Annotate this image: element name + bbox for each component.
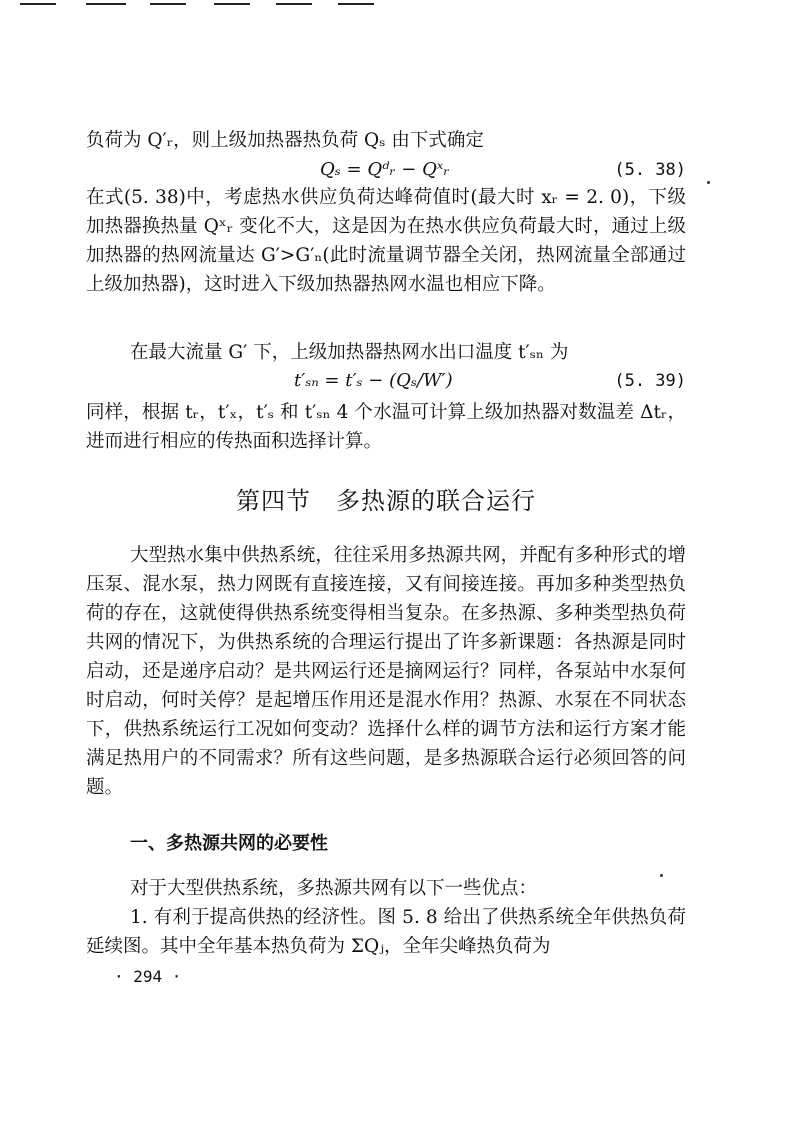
paragraph: 在最大流量 G′ 下，上级加热器热网水出口温度 t′ₛₙ 为 bbox=[130, 342, 569, 363]
equation-5-38: Qₛ = Qᵈᵣ − Qˣᵣ bbox=[320, 159, 450, 180]
top-edge-marks bbox=[0, 0, 793, 12]
subsection-heading: 一、多热源共网的必要性 bbox=[130, 833, 328, 854]
equation-number: (5. 39) bbox=[614, 371, 686, 391]
equation-5-39: t′ₛₙ = t′ₛ − (Qₛ/W′) bbox=[294, 370, 453, 391]
paragraph: 1. 有利于提高供热的经济性。图 5. 8 给出了供热系统全年供热负荷延续图。其中全年基本热负荷为 ΣQⱼ，全年尖峰热负荷为 bbox=[86, 907, 686, 957]
paragraph: 同样，根据 tᵣ，t′ₓ，t′ₛ 和 t′ₛₙ 4 个水温可计算上级加热器对数温差 Δtᵣ，进而进行相应的传热面积选择计算。 bbox=[86, 402, 686, 452]
paragraph: 在式(5. 38)中，考虑热水供应负荷达峰荷值时(最大时 xᵣ = 2. 0)，下级加热器换热量 Qˣᵣ 变化不大，这是因为在热水供应负荷最大时，通过上级加热器的热网流量达 G′>G′ₙ(此时流量调节器全关闭，热网流量全部通过上级加热器)，这时进入下级加热器热网水温也相应下降。 bbox=[86, 187, 686, 295]
scan-speck bbox=[660, 874, 663, 877]
equation-number: (5. 38) bbox=[614, 160, 686, 180]
page-number: · 294 · bbox=[114, 967, 182, 986]
paragraph: 对于大型供热系统，多热源共网有以下一些优点： bbox=[130, 878, 538, 899]
paragraph: 大型热水集中供热系统，往往采用多热源共网，并配有多种形式的增压泵、混水泵，热力网既有直接连接，又有间接连接。再加多种类型热负荷的存在，这就使得供热系统变得相当复杂。在多热源、多种类型热负荷共网的情况下，为供热系统的合理运行提出了许多新课题：各热源是同时启动，还是递序启动？是共网运行还是摘网运行？同样，各泵站中水泵何时启动，何时关停？是起增压作用还是混水作用？热源、水泵在不同状态下，供热系统运行工况如何变动？选择什么样的调节方法和运行方案才能满足热用户的不同需求？所有这些问题，是多热源联合运行必须回答的问题。 bbox=[86, 545, 686, 798]
text-line: 负荷为 Q′ᵣ，则上级加热器热负荷 Qₛ 由下式确定 bbox=[86, 130, 484, 151]
scan-speck bbox=[707, 181, 710, 184]
section-heading: 第四节 多热源的联合运行 bbox=[236, 487, 536, 515]
